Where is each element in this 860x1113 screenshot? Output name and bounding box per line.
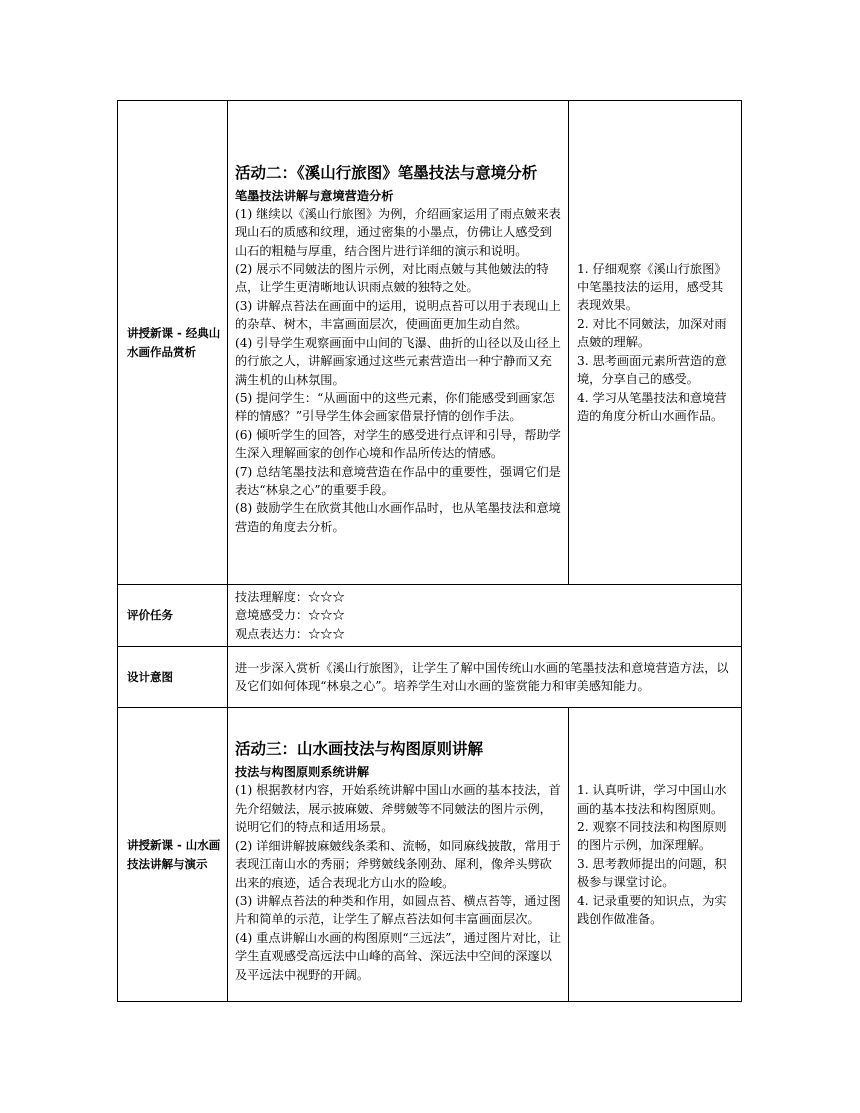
activity3-title: 活动三：山水画技法与构图原则讲解 <box>235 740 484 759</box>
activity3-step: (2) 详细讲解披麻皴线条柔和、流畅，如同麻线披散，常用于表现江南山水的秀丽；斧劈皴线条刚劲、犀利，像斧头劈砍出来的痕迹，适合表现北方山水的险峻。 <box>235 838 561 890</box>
design-intent-content: 进一步深入赏析《溪山行旅图》，让学生了解中国传统山水画的笔墨技法和意境营造方法，以及它们如何体现“林泉之心”。培养学生对山水画的鉴赏能力和审美感知能力。 <box>228 647 742 708</box>
activity2-student-activities <box>569 101 742 585</box>
activity2-step: (8) 鼓励学生在欣赏其他山水画作品时，也从笔墨技法和意境营造的角度去分析。 <box>235 501 561 534</box>
activity2-title: 活动二：《溪山行旅图》笔墨技法与意境分析 <box>235 163 538 182</box>
activity2-student-item: 4. 学习从笔墨技法和意境营造的角度分析山水画作品。 <box>577 390 727 423</box>
activity3-student-item: 3. 思考教师提出的问题，积极参与课堂讨论。 <box>577 856 727 890</box>
activity3-student-item: 4. 记录重要的知识点，为实践创作做准备。 <box>577 893 727 926</box>
activity2-student-item: 1. 仔细观察《溪山行旅图》中笔墨技法的运用，感受其表现效果。 <box>577 261 727 313</box>
activity3-subtitle: 技法与构图原则系统讲解 <box>235 765 370 780</box>
activity3-student-activities <box>569 708 742 1002</box>
activity2-stage-label <box>118 101 228 585</box>
lesson-plan-table <box>117 100 742 1002</box>
activity2-row <box>118 101 742 585</box>
activity2-student-item: 2. 对比不同皴法，加深对雨点皴的理解。 <box>577 316 727 350</box>
activity2-student-item: 3. 思考画面元素所营造的意境，分享自己的感受。 <box>577 353 727 387</box>
activity2-stage-text: 讲授新课 - 经典山水画作品赏析 <box>127 325 221 359</box>
design-intent-label: 设计意图 <box>118 647 228 708</box>
design-row <box>118 647 742 708</box>
activity2-step: (7) 总结笔墨技法和意境营造在作品中的重要性，强调它们是表达“林泉之心”的重要手段。 <box>235 464 561 497</box>
evaluation-content <box>228 585 742 647</box>
activity2-subtitle: 笔墨技法讲解与意境营造分析 <box>235 188 394 203</box>
evaluation-line: 意境感受力：☆☆☆ <box>235 608 345 623</box>
activity2-step: (5) 提问学生：“从画面中的这些元素，你们能感受到画家怎样的情感？”引导学生体会画家借景抒情的创作手法。 <box>235 390 555 424</box>
activity3-step: (1) 根据教材内容，开始系统讲解中国山水画的基本技法，首先介绍皴法，展示披麻皴、斧劈皴等不同皴法的图片示例，说明它们的特点和适用场景。 <box>235 783 561 835</box>
activity3-stage-label <box>118 708 228 1002</box>
activity2-step: (1) 继续以《溪山行旅图》为例，介绍画家运用了雨点皴来表现山石的质感和纹理，通过密集的小墨点，仿佛让人感受到山石的粗糙与厚重，结合图片进行详细的演示和说明。 <box>235 206 561 258</box>
activity2-step: (3) 讲解点苔法在画面中的运用，说明点苔可以用于表现山上的杂草、树木，丰富画面层次，使画面更加生动自然。 <box>235 298 561 332</box>
activity3-teacher-content <box>228 708 569 1002</box>
evaluation-label: 评价任务 <box>118 585 228 647</box>
activity3-step: (4) 重点讲解山水画的构图原则“三远法”，通过图片对比，让学生直观感受高远法中山峰的高耸、深远法中空间的深邃以及平远法中视野的开阔。 <box>235 930 562 982</box>
evaluation-line: 技法理解度：☆☆☆ <box>235 590 345 604</box>
activity3-step: (3) 讲解点苔法的种类和作用，如圆点苔、横点苔等，通过图片和简单的示范，让学生了解点苔法如何丰富画面层次。 <box>235 893 561 927</box>
activity3-stage-text: 讲授新课 - 山水画技法讲解与演示 <box>127 837 221 871</box>
evaluation-line: 观点表达力：☆☆☆ <box>235 626 345 641</box>
activity3-student-item: 1. 认真听讲，学习中国山水画的基本技法和构图原则。 <box>577 783 727 816</box>
evaluation-row <box>118 585 742 647</box>
activity3-student-item: 2. 观察不同技法和构图原则的图片示例，加深理解。 <box>577 819 727 853</box>
activity2-step: (2) 展示不同皴法的图片示例，对比雨点皴与其他皴法的特点，让学生更清晰地认识雨点皴的独特之处。 <box>235 262 549 295</box>
activity2-step: (6) 倾听学生的回答，对学生的感受进行点评和引导，帮助学生深入理解画家的创作心境和作品所传达的情感。 <box>235 427 561 461</box>
activity2-teacher-content <box>228 101 569 585</box>
activity3-row <box>118 708 742 1002</box>
activity2-step: (4) 引导学生观察画面中山间的飞瀑、曲折的山径以及山径上的行旅之人，讲解画家通过这些元素营造出一种宁静而又充满生机的山林氛围。 <box>235 335 561 387</box>
